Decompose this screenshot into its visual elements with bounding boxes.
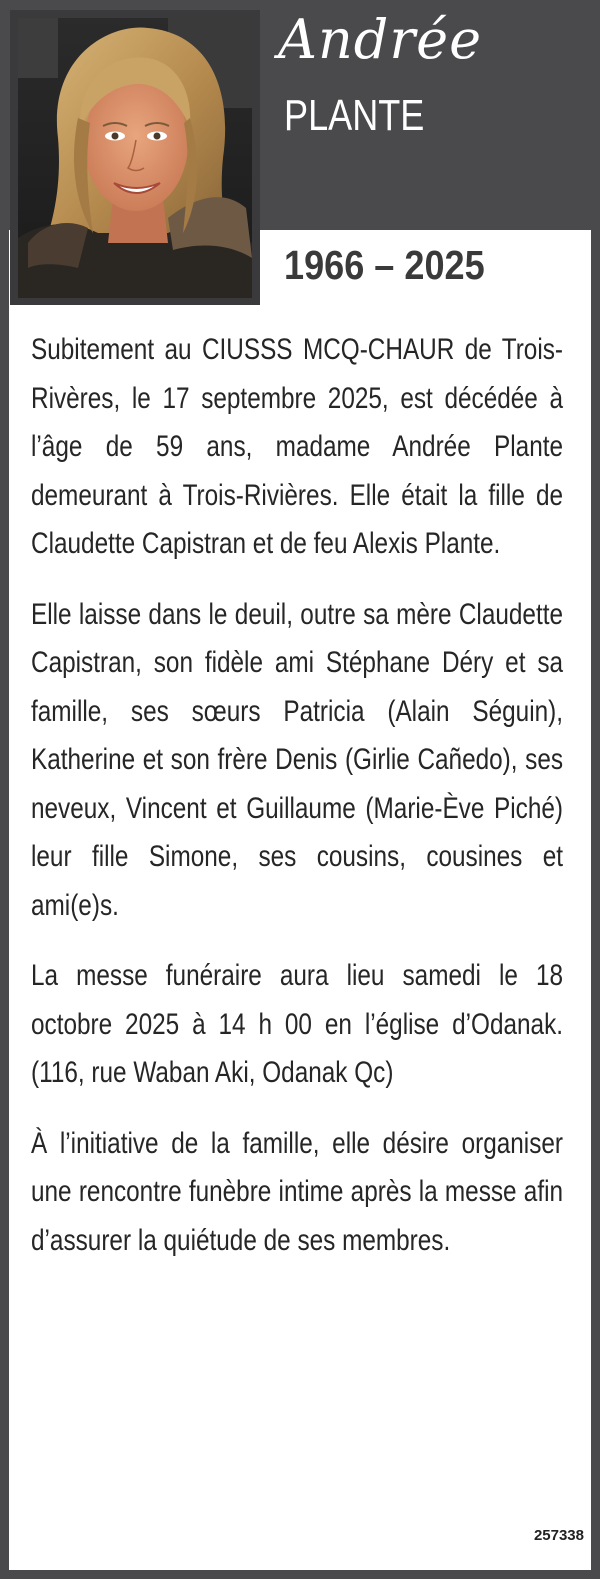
paragraph-gathering: À l’initiative de la famille, elle désire organiser une rencontre funèbre intime après la messe afin d’assurer la quiétude de ses membres. [31, 1126, 564, 1257]
last-name: PLANTE [284, 91, 425, 140]
obituary-text [31, 326, 563, 1287]
portrait-photo [18, 18, 252, 298]
reference-number: 257338 [533, 1527, 584, 1544]
paragraph-survivors: Elle laisse dans le deuil, outre sa mère Claudette Capistran, son fidèle ami Stéphane Déry et sa famille, ses sœurs Patricia (Alain Séguin), Katherine et son frère Denis (Girlie Cañedo), ses neveux, Vincent et Guillaume (Marie-Ève Piché) leur fille Simone, ses cousins, cousines et ami(e)s. [31, 597, 564, 922]
life-years: 1966 – 2025 [284, 242, 485, 288]
paragraph-funeral-mass: La messe funéraire aura lieu samedi le 18 octobre 2025 à 14 h 00 en l’église d’Odanak. (116, rue Waban Aki, Odanak Qc) [31, 959, 564, 1089]
paragraph-death-notice: Subitement au CIUSSS MCQ-CHAUR de Trois-Rivères, le 17 septembre 2025, est décédée à l’âge de 59 ans, madame Andrée Plante demeurant à Trois-Rivières. Elle était la fille de Claudette Capistran et de feu Alexis Plante. [31, 333, 564, 560]
first-name: Andrée [278, 8, 483, 71]
